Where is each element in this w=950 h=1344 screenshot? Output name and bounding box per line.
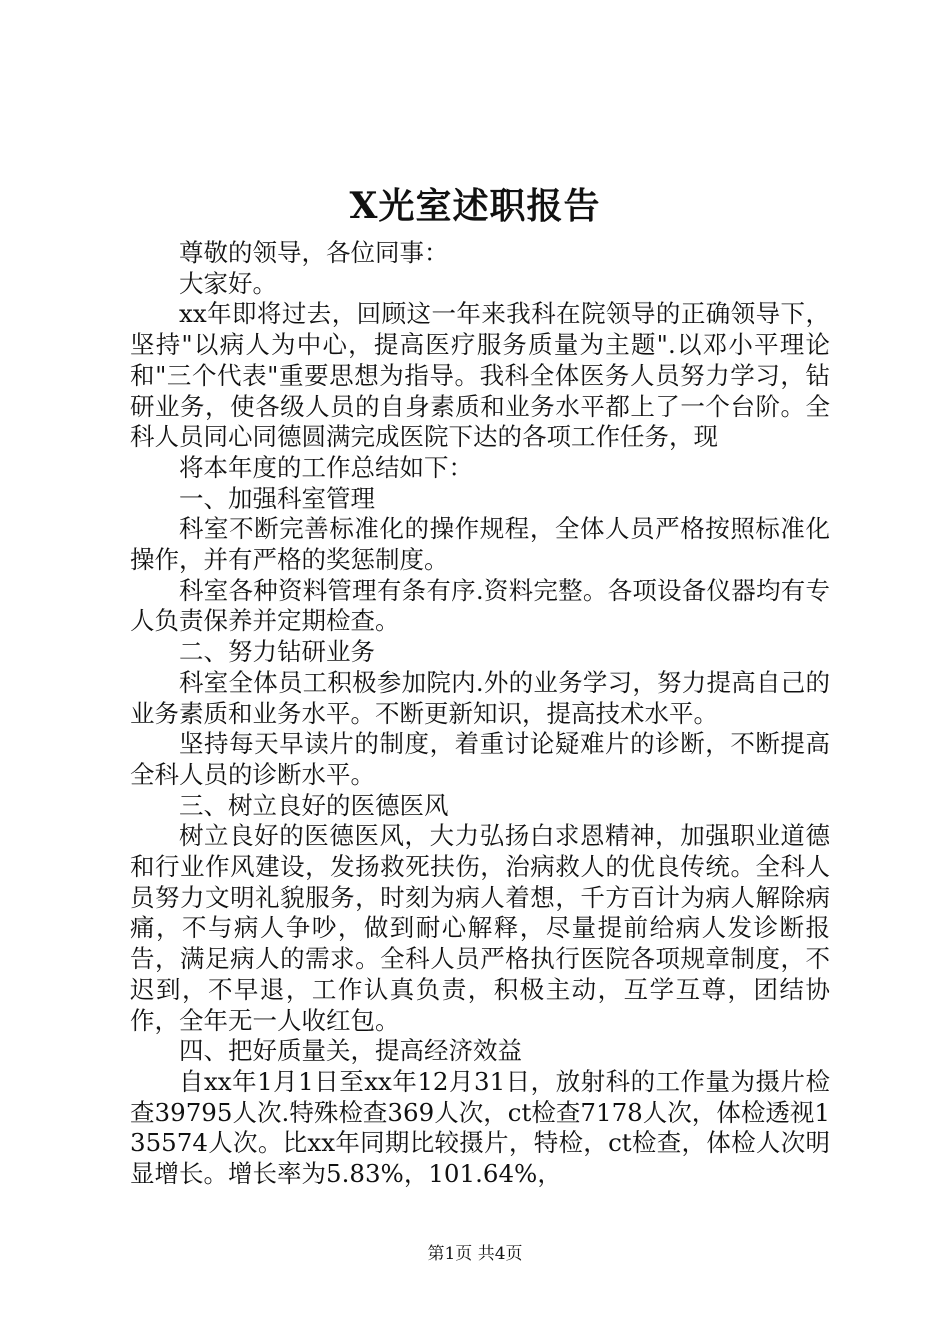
paragraph: 自xx年1月1日至xx年12月31日，放射科的工作量为摄片检查39795人次.特殊检查369人次，ct检查7178人次，体检透视135574人次。比xx年同期比较摄片，特检，ct检查，体检人次明显增长。增长率为5.83%，101.64%， xyxy=(130,1066,830,1189)
paragraph: 科室全体员工积极参加院内.外的业务学习，努力提高自己的业务素质和业务水平。不断更新知识，提高技术水平。 xyxy=(130,667,830,728)
salutation: 尊敬的领导，各位同事： xyxy=(179,238,449,267)
document-body xyxy=(130,238,830,1190)
paragraph: 科室不断完善标准化的操作规程，全体人员严格按照标准化操作，并有严格的奖惩制度。 xyxy=(130,514,830,575)
greeting: 大家好。 xyxy=(179,268,277,298)
document-title: X光室述职报告 xyxy=(349,185,601,227)
intro-paragraph: xx年即将过去，回顾这一年来我科在院领导的正确领导下，坚持"以病人为中心，提高医疗服务质量为主题".以邓小平理论和"三个代表"重要思想为指导。我科全体医务人员努力学习，钻研业务，使各级人员的自身素质和业务水平都上了一个台阶。全科人员同心同德圆满完成医院下达的各项工作任务，现 xyxy=(130,299,830,452)
page-footer: 第1页 共4页 xyxy=(427,1244,523,1264)
paragraph: 科室各种资料管理有条有序.资料完整。各项设备仪器均有专人负责保养并定期检查。 xyxy=(130,575,830,636)
section-heading-3: 三、树立良好的医德医风 xyxy=(179,790,449,820)
section-heading-4: 四、把好质量关，提高经济效益 xyxy=(179,1036,522,1066)
paragraph: 树立良好的医德医风，大力弘扬白求恩精神，加强职业道德和行业作风建设，发扬救死扶伤，治病救人的优良传统。全科人员努力文明礼貌服务，时刻为病人着想，千方百计为病人解除病痛，不与病人争吵，做到耐心解释，尽量提前给病人发诊断报告，满足病人的需求。全科人员严格执行医院各项规章制度，不迟到，不早退，工作认真负责，积极主动，互学互尊，团结协作，全年无一人收红包。 xyxy=(130,821,830,1035)
summary-lead: 将本年度的工作总结如下： xyxy=(179,452,473,482)
section-heading-2: 二、努力钻研业务 xyxy=(179,637,375,667)
paragraph: 坚持每天早读片的制度，着重讨论疑难片的诊断，不断提高全科人员的诊断水平。 xyxy=(130,729,830,789)
section-heading-1: 一、加强科室管理 xyxy=(179,483,375,513)
